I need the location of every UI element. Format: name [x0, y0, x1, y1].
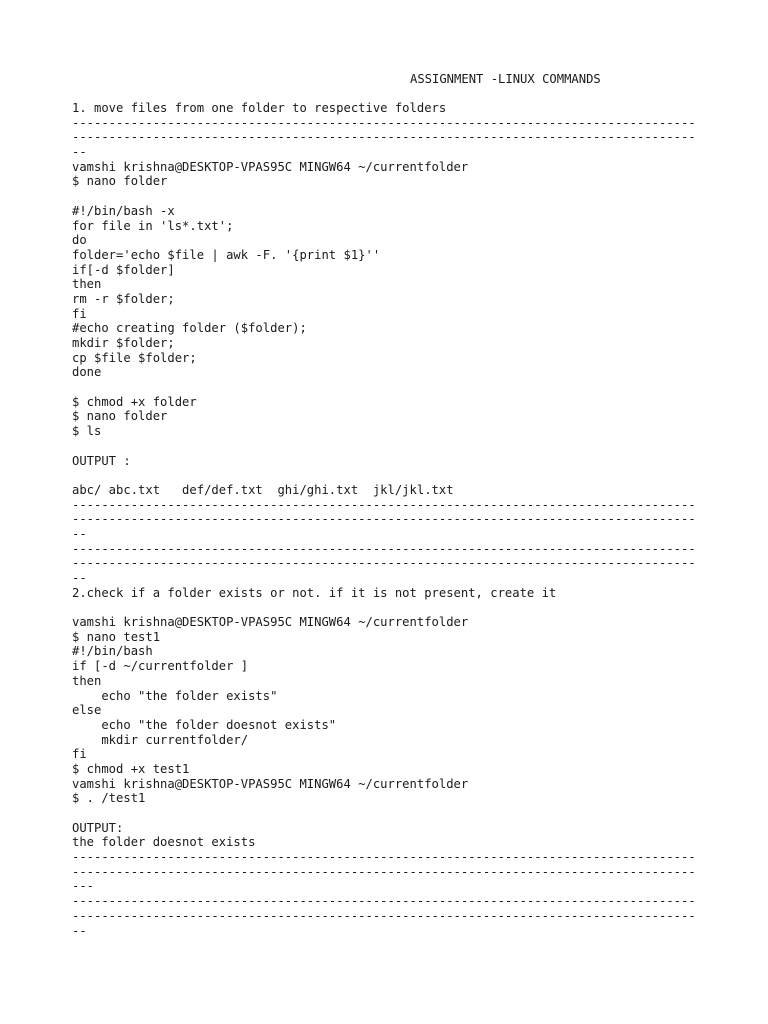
section-heading: 1. move files from one folder to respective folders [72, 101, 447, 115]
code-line: echo "the folder exists" [72, 688, 278, 703]
shell-command-line: $ ls [72, 424, 102, 439]
code-line: then [72, 277, 102, 292]
shell-command-line: $ chmod +x test1 [72, 761, 190, 776]
blank-line [72, 380, 696, 395]
code-line: #!/bin/bash -x [72, 203, 175, 218]
code-line: folder='echo $file | awk -F. '{print $1}'' [72, 247, 381, 262]
separator-line: ------------------------------------------------------------------------------------- [72, 864, 696, 879]
separator-line: ------------------------------------------------------------------------------------- [72, 556, 696, 571]
code-line: abc/ abc.txt def/def.txt ghi/ghi.txt jkl/jkl.txt [72, 482, 454, 497]
code-line: #echo creating folder ($folder); [72, 321, 307, 336]
separator-line: ------------------------------------------------------------------------------------- [72, 908, 696, 923]
separator-line: --- [72, 879, 95, 894]
code-line: the folder doesnot exists [72, 835, 256, 850]
code-line: done [72, 365, 102, 380]
shell-command-line: $ . /test1 [72, 791, 146, 806]
separator-line: ------------------------------------------------------------------------------------- [72, 115, 696, 130]
code-line: mkdir $folder; [72, 336, 175, 350]
separator-line: ------------------------------------------------------------------------------------- [72, 541, 696, 556]
code-line: #!/bin/bash [72, 644, 153, 659]
blank-line [72, 439, 696, 454]
separator-line: -- [72, 145, 87, 160]
separator-line: ------------------------------------------------------------------------------------- [72, 130, 696, 145]
shell-prompt-line: vamshi krishna@DESKTOP-VPAS95C MINGW64 ~/currentfolder [72, 159, 469, 174]
code-line: fi [72, 747, 87, 762]
code-line: if [-d ~/currentfolder ] [72, 659, 249, 674]
blank-line [72, 189, 696, 204]
code-line: if[-d $folder] [72, 262, 175, 277]
shell-command-line: $ chmod +x folder [72, 394, 197, 409]
code-line: cp $file $folder; [72, 350, 197, 365]
output-heading: OUTPUT : [72, 453, 131, 468]
shell-prompt-line: vamshi krishna@DESKTOP-VPAS95C MINGW64 ~/currentfolder [72, 776, 469, 791]
shell-command-line: $ nano test1 [72, 629, 161, 644]
shell-command-line: $ nano folder [72, 409, 168, 424]
blank-line [72, 600, 696, 615]
separator-line: -- [72, 526, 87, 541]
separator-line: ------------------------------------------------------------------------------------- [72, 894, 696, 909]
code-line: fi [72, 306, 87, 321]
output-heading: OUTPUT: [72, 820, 124, 835]
separator-line: ------------------------------------------------------------------------------------- [72, 512, 696, 527]
code-line: for file in 'ls*.txt'; [72, 218, 234, 233]
code-line: rm -r $folder; [72, 291, 175, 306]
code-line: echo "the folder doesnot exists" [72, 717, 337, 732]
separator-line: ------------------------------------------------------------------------------------- [72, 850, 696, 865]
code-line: do [72, 233, 87, 248]
document-title: ASSIGNMENT -LINUX COMMANDS [410, 72, 601, 86]
separator-line: -- [72, 923, 87, 938]
shell-prompt-line: vamshi krishna@DESKTOP-VPAS95C MINGW64 ~/currentfolder [72, 615, 469, 630]
code-line: else [72, 703, 102, 718]
separator-line: ------------------------------------------------------------------------------------- [72, 497, 696, 512]
shell-command-line: $ nano folder [72, 174, 168, 189]
blank-line [72, 468, 696, 483]
code-line: then [72, 673, 102, 688]
separator-line: -- [72, 571, 87, 585]
document-body [72, 101, 696, 938]
blank-line [72, 806, 696, 821]
section-heading: 2.check if a folder exists or not. if it is not present, create it [72, 585, 557, 600]
code-line: mkdir currentfolder/ [72, 732, 249, 747]
